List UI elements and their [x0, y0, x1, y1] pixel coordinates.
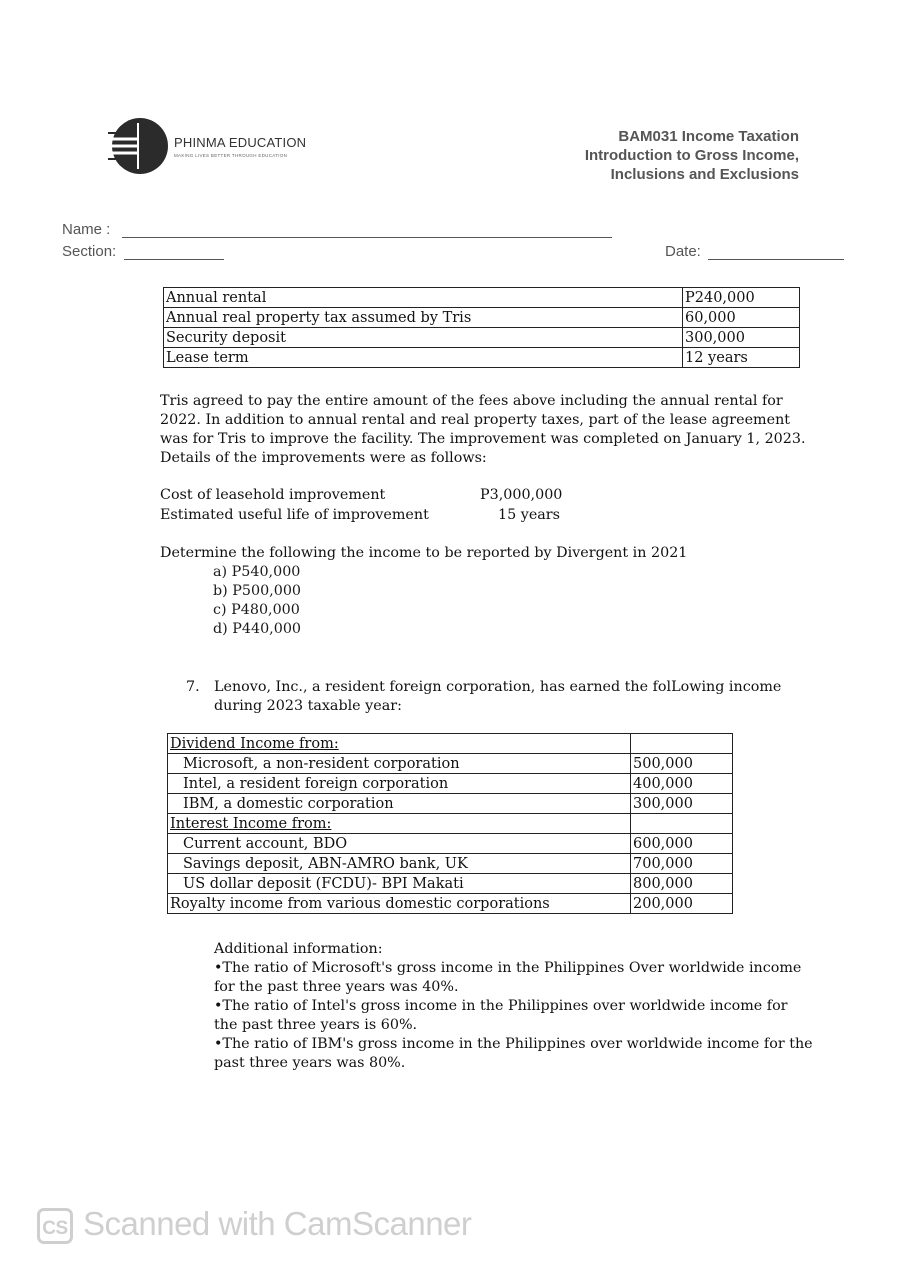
- name-label: Name :: [62, 221, 111, 238]
- income-table: [167, 733, 733, 914]
- course-title: [585, 127, 799, 184]
- table-row: [168, 794, 733, 814]
- brand-tagline: MAKING LIVES BETTER THROUGH EDUCATION: [174, 153, 288, 158]
- question-text: Determine the following the income to be reported by Divergent in 2021: [160, 545, 688, 561]
- additional-item: •The ratio of Intel's gross income in the Philippines over worldwide income for the past three years is 60%.: [214, 998, 788, 1033]
- answer-option: c) P480,000: [213, 602, 300, 618]
- improvement-value: P3,000,000: [480, 487, 563, 503]
- table-cell-item: Dividend Income from:: [168, 734, 631, 754]
- table-row: [168, 854, 733, 874]
- course-title-line: Inclusions and Exclusions: [610, 166, 799, 183]
- date-label: Date:: [665, 243, 701, 260]
- table-cell-item: Microsoft, a non-resident corporation: [168, 754, 631, 774]
- table-cell-value: 500,000: [631, 754, 733, 774]
- table-cell-value: 800,000: [631, 874, 733, 894]
- table-row: [168, 754, 733, 774]
- table-row: [164, 348, 800, 368]
- course-title-line: Introduction to Gross Income,: [584, 147, 799, 164]
- answer-option: b) P500,000: [213, 583, 302, 599]
- problem-paragraph: Tris agreed to pay the entire amount of the fees above including the annual rental for 2022. In addition to annual rental and real property taxes, part of the lease agreement was for Tris to improve the facility. The improvement was completed on January 1, 2023. Details of the improvements were as follows:: [160, 393, 806, 466]
- table-row: [168, 894, 733, 914]
- watermark-text: Scanned with CamScanner: [83, 1205, 472, 1242]
- camscanner-icon: CS: [37, 1208, 73, 1244]
- section-label: Section:: [62, 243, 117, 260]
- answer-option: d) P440,000: [213, 621, 302, 637]
- table-row: [168, 834, 733, 854]
- question-number: 7.: [186, 679, 200, 695]
- answer-option: a) P540,000: [213, 564, 301, 580]
- question-text: Lenovo, Inc., a resident foreign corporation, has earned the folLowing income during 2023 taxable year:: [214, 679, 782, 714]
- table-cell-value: 600,000: [631, 834, 733, 854]
- camscanner-watermark: [37, 1205, 471, 1244]
- additional-title: Additional information:: [214, 941, 383, 957]
- brand-name: PHINMA EDUCATION: [174, 135, 307, 150]
- table-cell-value: 300,000: [683, 328, 800, 348]
- section-field[interactable]: [124, 259, 224, 260]
- table-row: [164, 288, 800, 308]
- table-cell-value: [631, 814, 733, 834]
- table-cell-value: 300,000: [631, 794, 733, 814]
- table-cell-item: Savings deposit, ABN-AMRO bank, UK: [168, 854, 631, 874]
- additional-information: [214, 940, 814, 1073]
- table-cell-item: Annual rental: [164, 288, 683, 308]
- table-cell-item: US dollar deposit (FCDU)- BPI Makati: [168, 874, 631, 894]
- name-field[interactable]: [122, 237, 612, 238]
- table-cell-item: IBM, a domestic corporation: [168, 794, 631, 814]
- table-row: [164, 308, 800, 328]
- answer-options: [213, 563, 301, 639]
- table-cell-value: 60,000: [683, 308, 800, 328]
- table-cell-item: Royalty income from various domestic corporations: [168, 894, 631, 914]
- improvement-label: Cost of leasehold improvement: [160, 487, 386, 503]
- table-cell-value: 200,000: [631, 894, 733, 914]
- date-field[interactable]: [708, 259, 844, 260]
- table-row: [168, 774, 733, 794]
- table-cell-item: Current account, BDO: [168, 834, 631, 854]
- lease-table: [163, 287, 800, 368]
- improvement-label: Estimated useful life of improvement: [160, 507, 429, 523]
- course-title-line: BAM031 Income Taxation: [618, 128, 799, 145]
- table-cell-value: 400,000: [631, 774, 733, 794]
- table-cell-item: Security deposit: [164, 328, 683, 348]
- additional-item: •The ratio of IBM's gross income in the Philippines over worldwide income for the past three years was 80%.: [214, 1036, 813, 1071]
- improvement-value: 15 years: [498, 507, 560, 523]
- table-row: [168, 874, 733, 894]
- table-cell-item: Interest Income from:: [168, 814, 631, 834]
- table-cell-value: [631, 734, 733, 754]
- table-row: [168, 734, 733, 754]
- phinma-logo-icon: [108, 117, 168, 175]
- table-cell-item: Intel, a resident foreign corporation: [168, 774, 631, 794]
- table-cell-value: 12 years: [683, 348, 800, 368]
- table-cell-value: P240,000: [683, 288, 800, 308]
- table-cell-item: Lease term: [164, 348, 683, 368]
- table-row: [164, 328, 800, 348]
- table-row: [168, 814, 733, 834]
- table-cell-value: 700,000: [631, 854, 733, 874]
- table-cell-item: Annual real property tax assumed by Tris: [164, 308, 683, 328]
- additional-item: •The ratio of Microsoft's gross income in the Philippines Over worldwide income for the past three years was 40%.: [214, 960, 802, 995]
